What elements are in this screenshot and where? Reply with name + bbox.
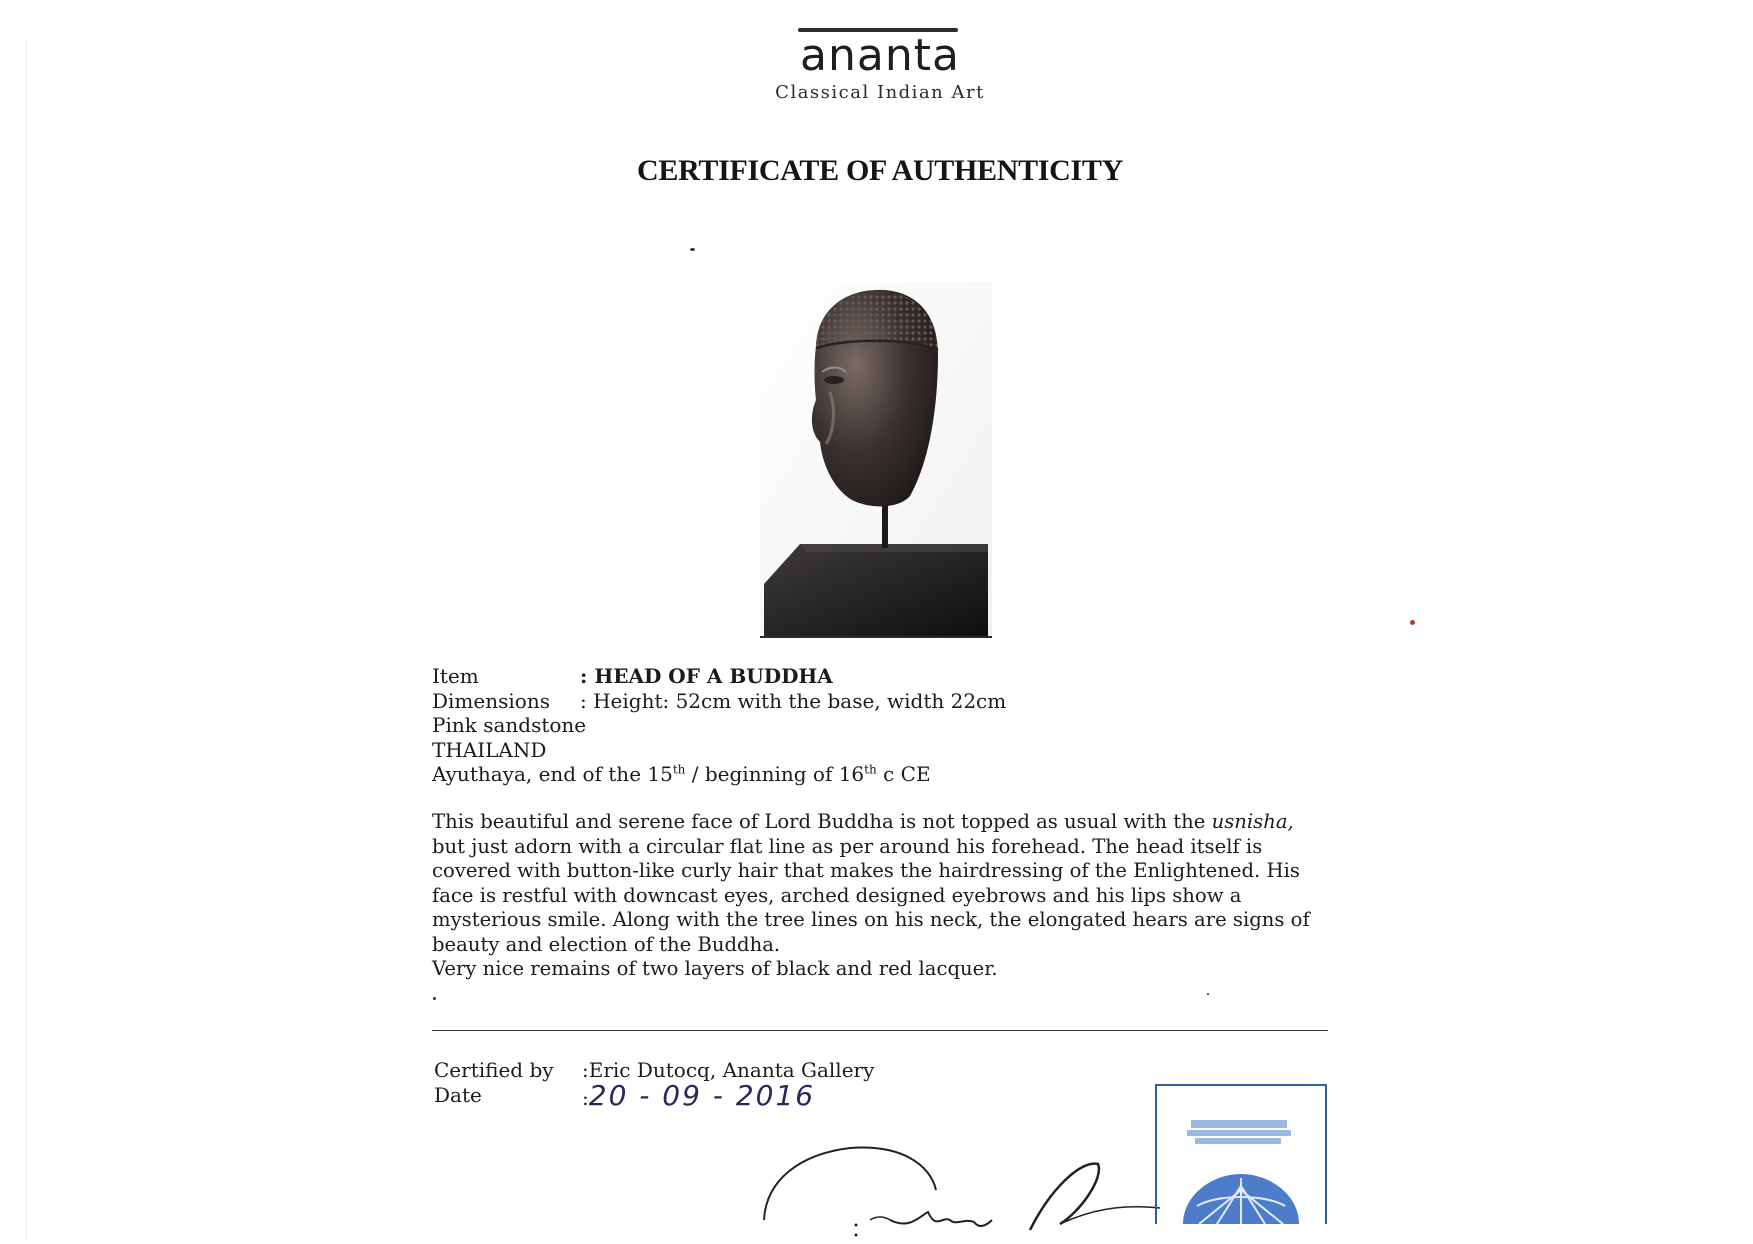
dimensions-label: Dimensions: [432, 688, 550, 713]
dimensions-row: [432, 689, 1332, 714]
certification-block: [434, 1058, 874, 1111]
period-suffix: c CE: [876, 762, 931, 786]
scan-speck: [1207, 993, 1209, 995]
description-text-rest: but just adorn with a circular flat line as per around his forehead. The head itself is covered with button-like curly hair that makes the hairdressing of the Enlightened. His face is restful with downcast eyes, arched designed eyebrows and his lips show a mysterious smile. Along with the tree lines on his neck, the elongated hears are signs of beauty and election of the Buddha.: [432, 834, 1310, 956]
scan-speck: [1410, 620, 1415, 625]
handwritten-date: 20 - 09 - 2016: [588, 1079, 816, 1112]
item-label: Item: [432, 664, 479, 688]
description-note: Very nice remains of two layers of black and red lacquer.: [432, 957, 998, 980]
scan-speck: [433, 997, 436, 1000]
period-sup-2: th: [864, 762, 877, 777]
certified-value: :Eric Dutocq, Ananta Gallery: [582, 1058, 875, 1082]
description-text-start: This beautiful and serene face of Lord Buddha is not topped as usual with the: [432, 810, 1212, 833]
period-mid: / beginning of 16: [685, 762, 865, 786]
buddha-head-photo: [760, 282, 992, 636]
period-sup-1: th: [672, 762, 686, 777]
date-label: Date: [434, 1083, 482, 1107]
scan-speck: [690, 248, 695, 251]
material: Pink sandstone: [432, 713, 587, 737]
item-value: : HEAD OF A BUDDHA: [580, 664, 833, 688]
description-paragraph: [432, 810, 1322, 957]
divider-line: [432, 1030, 1328, 1031]
description: [432, 810, 1322, 982]
certified-label: Certified by: [434, 1058, 554, 1082]
description-italic-term: usnisha,: [1211, 810, 1294, 833]
country: THAILAND: [432, 737, 547, 762]
certificate-title: CERTIFICATE OF AUTHENTICITY: [637, 154, 1123, 187]
gallery-stamp: [1155, 1084, 1327, 1224]
signature: [760, 1120, 1180, 1240]
date-value: :20 - 09 - 2016: [582, 1079, 816, 1112]
date-row: [434, 1079, 874, 1112]
brand-tagline: Classical Indian Art: [775, 82, 985, 103]
period: [432, 762, 1332, 787]
dimensions-value: : Height: 52cm with the base, width 22cm: [580, 688, 1007, 713]
scan-edge-line: [26, 40, 27, 1240]
photo-underline: [760, 636, 992, 638]
item-specifications: [432, 664, 1332, 787]
period-prefix: Ayuthaya, end of the 15: [432, 762, 673, 786]
item-row: [432, 664, 1332, 689]
brand-name: ananta: [800, 30, 960, 81]
